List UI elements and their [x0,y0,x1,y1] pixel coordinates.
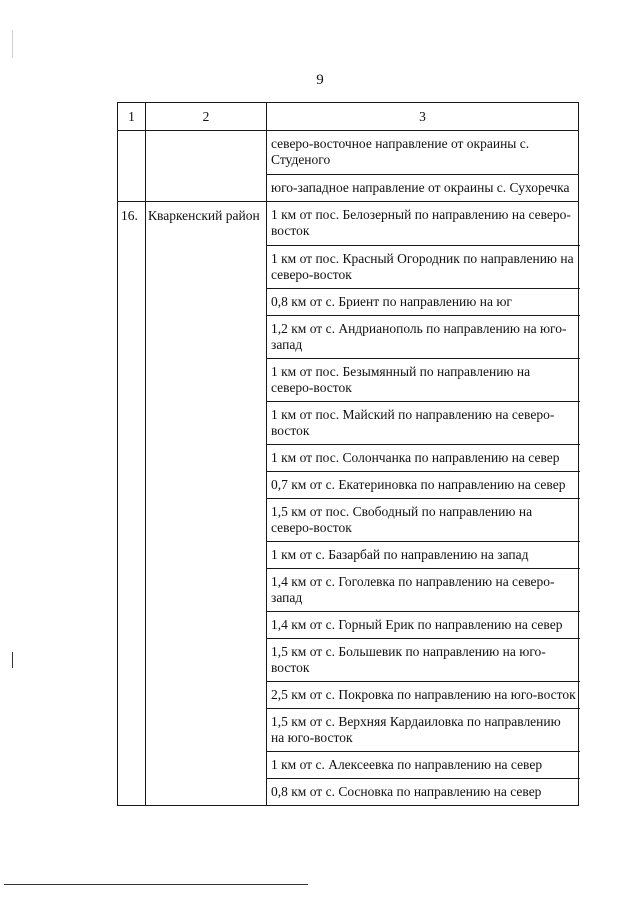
location-text: 1,5 км от с. Верхняя Кардаиловка по направлению на юго-восток [267,708,580,751]
column-header-2: 2 [146,103,267,131]
continued-district-cell [146,131,267,202]
district-locations-cell [267,202,579,806]
location-text: 1 км от пос. Майский по направлению на северо-восток [267,401,580,444]
table-header-row [118,103,579,131]
location-row [267,638,580,681]
column-header-1: 1 [118,103,146,131]
continued-entry-row [118,131,579,202]
continued-locations-cell [267,131,579,202]
location-row [267,444,580,471]
location-row [267,131,578,174]
continued-locations-list [267,131,578,201]
location-text: 1,4 км от с. Горный Ерик по направлению на север [267,611,580,638]
location-text: 2,5 км от с. Покровка по направлению на юго-восток [267,681,580,708]
location-text: 1 км от пос. Красный Огородник по направлению на северо-восток [267,245,580,288]
location-row [267,202,580,245]
location-row [267,471,580,498]
location-row [267,708,580,751]
district-entry-row [118,202,579,806]
location-text: 1,5 км от пос. Свободный по направлению на северо-восток [267,498,580,541]
location-row [267,611,580,638]
location-row [267,288,580,315]
location-text: 1 км от пос. Солончанка по направлению на север [267,444,580,471]
location-text: 0,8 км от с. Бриент по направлению на юг [267,288,580,315]
location-text: 1,4 км от с. Гоголевка по направлению на северо-запад [267,568,580,611]
location-text: северо-восточное направление от окраины с. Студеного [271,136,530,167]
entry-number: 16. [118,202,146,806]
location-row [267,498,580,541]
location-text: юго-западное направление от окраины с. Сухоречка [267,174,578,201]
location-row [267,358,580,401]
location-text: 1 км от пос. Безымянный по направлению на северо-восток [267,358,580,401]
location-row [267,681,580,708]
locations-table [117,102,579,806]
margin-mark [12,652,13,668]
continued-number-cell [118,131,146,202]
location-row [267,315,580,358]
location-row [267,541,580,568]
location-row [267,778,580,805]
location-text: 1,2 км от с. Андрианополь по направлению на юго-запад [267,315,580,358]
location-text: 1 км от с. Алексеевка по направлению на север [267,751,580,778]
location-text: 0,8 км от с. Сосновка по направлению на север [267,778,580,805]
district-locations-list [267,202,580,805]
page-number: 9 [316,72,324,88]
location-text: 0,7 км от с. Екатериновка по направлению на север [267,471,580,498]
footer-rule [4,884,308,885]
location-row [267,174,578,201]
location-row [267,751,580,778]
scan-edge-mark [12,30,13,58]
location-row [267,401,580,444]
location-row [267,568,580,611]
column-header-3: 3 [267,103,579,131]
location-row [267,245,580,288]
location-text: 1,5 км от с. Большевик по направлению на юго-восток [267,638,580,681]
district-name: Кваркенский район [146,202,267,806]
location-text: 1 км от пос. Белозерный по направлению на северо-восток [271,207,571,238]
location-text: 1 км от с. Базарбай по направлению на запад [267,541,580,568]
